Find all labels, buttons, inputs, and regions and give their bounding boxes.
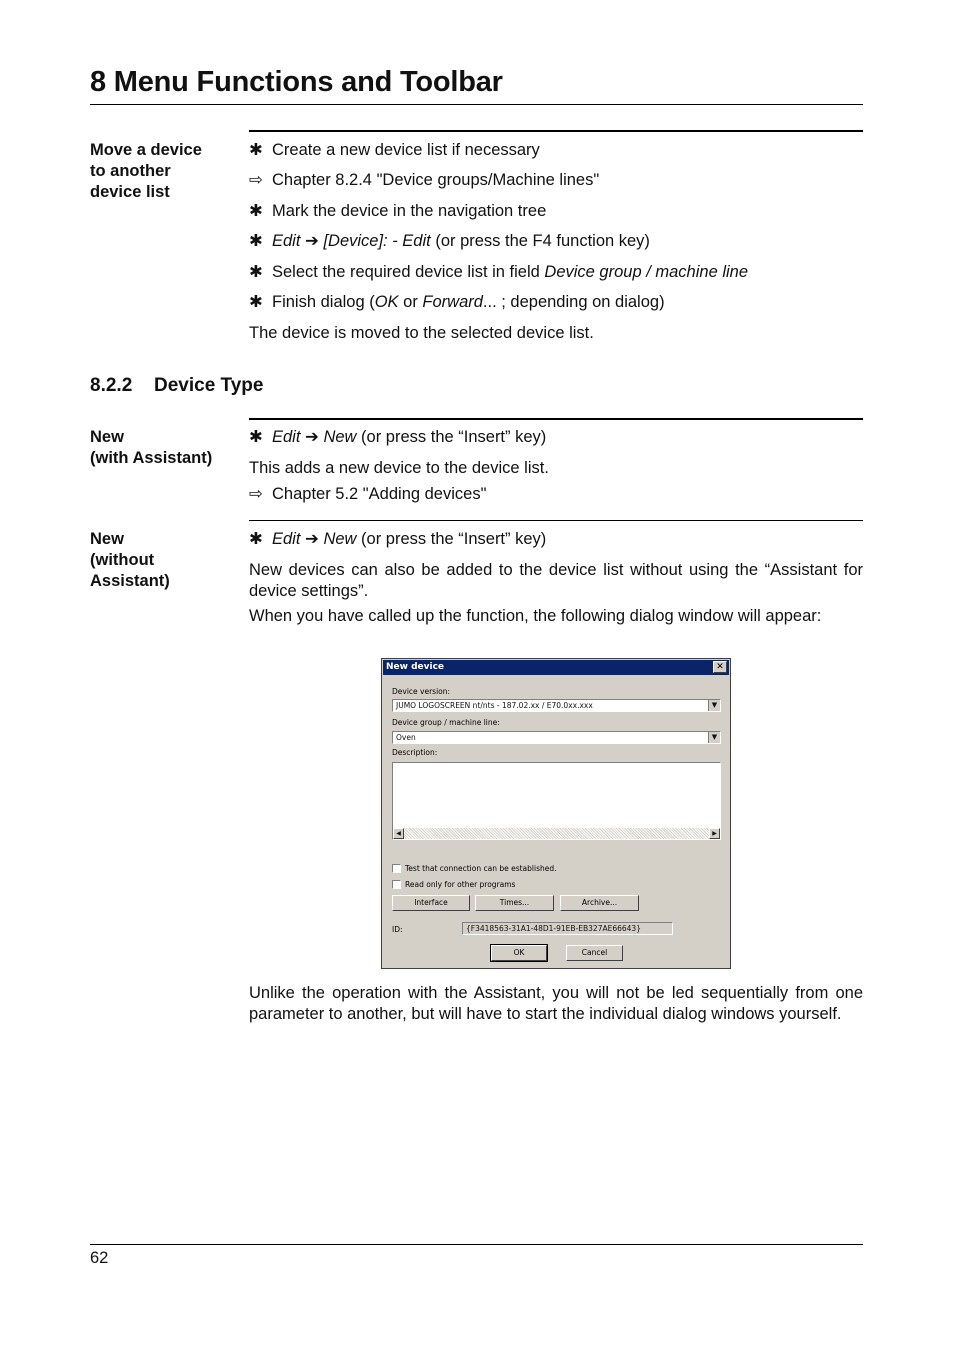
field-name: Device group / machine line [544, 263, 749, 281]
dialog-title: New device [386, 662, 445, 672]
step-text: Select the required device list in field [272, 263, 545, 281]
step-text: or [398, 293, 423, 311]
section-number: 8.2.2 [90, 375, 133, 396]
menu-arrow-icon: ➔ [305, 530, 319, 548]
page-number: 62 [90, 1249, 109, 1267]
device-version-value: JUMO LOGOSCREEN nt/nts - 187.02.xx / E70.0xx.xxx [396, 701, 593, 710]
archive-button[interactable]: Archive... [560, 895, 639, 911]
id-label: ID: [392, 925, 403, 934]
step-edit-new [249, 529, 863, 550]
side-label-line: New [90, 530, 124, 548]
chevron-down-icon[interactable]: ▼ [708, 732, 720, 743]
link-text[interactable]: Chapter 8.2.4 "Device groups/Machine lines" [272, 171, 600, 189]
paragraph: New devices can also be added to the device list without using the “Assistant for device settings”. [249, 561, 863, 600]
side-label-line: Assistant) [90, 572, 170, 590]
side-label-move-device [90, 140, 240, 203]
device-group-select[interactable] [392, 731, 721, 744]
section-rule [249, 418, 863, 420]
side-label-line: to another [90, 162, 171, 180]
step-edit-device [249, 231, 863, 252]
chapter-title: 8 Menu Functions and Toolbar [90, 66, 503, 98]
step-text: (or press the F4 function key) [430, 232, 650, 250]
menu-edit: Edit [272, 428, 301, 446]
scroll-left-icon[interactable]: ◀ [393, 828, 404, 839]
footer-rule [90, 1244, 863, 1245]
asterisk-icon: ✱ [249, 293, 263, 311]
id-field: {F3418563-31A1-48D1-91EB-EB327AE66643} [462, 922, 673, 935]
read-only-checkbox[interactable] [392, 880, 401, 889]
description-textarea[interactable] [392, 762, 721, 840]
section-rule [249, 130, 863, 132]
section-heading [90, 375, 263, 397]
step-text: Finish dialog ( [272, 293, 375, 311]
step-mark-device [249, 201, 863, 222]
chapter-link-device-groups[interactable] [249, 170, 863, 191]
chevron-down-icon[interactable]: ▼ [708, 700, 720, 711]
asterisk-icon: ✱ [249, 232, 263, 250]
section-title: Device Type [154, 375, 264, 396]
side-label-line: (without [90, 551, 155, 569]
asterisk-icon: ✱ [249, 141, 263, 159]
device-version-select[interactable] [392, 699, 721, 712]
side-label-new-with [90, 427, 245, 469]
times-button[interactable]: Times... [475, 895, 554, 911]
menu-arrow-icon: ➔ [305, 232, 319, 250]
step-text: ... ; depending on dialog) [482, 293, 665, 311]
section-rule [249, 520, 863, 521]
close-icon[interactable]: ✕ [713, 661, 727, 673]
info-text: This adds a new device to the device list. [249, 459, 549, 477]
device-group-value: Oven [396, 733, 416, 742]
cancel-button[interactable]: Cancel [566, 945, 623, 961]
menu-new: New [323, 530, 357, 548]
step-text: (or press the “Insert” key) [356, 428, 547, 446]
step-edit-new [249, 427, 863, 448]
step-create-list [249, 140, 863, 161]
paragraph: Unlike the operation with the Assistant, you will not be led sequentially from one parameter to another, but will have to start the individual dialog windows yourself. [249, 984, 863, 1023]
ok-button[interactable]: OK [491, 945, 547, 961]
link-text[interactable]: Chapter 5.2 "Adding devices" [272, 485, 487, 503]
description-label: Description: [392, 748, 438, 757]
ok-term: OK [374, 293, 399, 311]
side-label-line: (with Assistant) [90, 449, 213, 467]
forward-term: Forward [422, 293, 483, 311]
menu-edit: Edit [272, 530, 301, 548]
dialog-title-bar [383, 660, 729, 675]
arrow-right-icon: ⇨ [249, 485, 263, 503]
test-connection-label: Test that connection can be established. [405, 864, 557, 873]
scroll-right-icon[interactable]: ▶ [709, 828, 720, 839]
asterisk-icon: ✱ [249, 530, 263, 548]
arrow-right-icon: ⇨ [249, 171, 263, 189]
step-finish-dialog [249, 292, 863, 313]
chapter-link-adding-devices[interactable] [249, 484, 863, 505]
test-connection-checkbox[interactable] [392, 864, 401, 873]
device-version-label: Device version: [392, 687, 451, 696]
side-label-line: device list [90, 183, 170, 201]
new-device-dialog [381, 658, 731, 969]
step-text: Create a new device list if necessary [272, 141, 540, 159]
side-label-new-without [90, 529, 240, 592]
interface-button[interactable]: Interface [392, 895, 470, 911]
step-text: Mark the device in the navigation tree [272, 202, 547, 220]
side-label-line: Move a device [90, 141, 202, 159]
asterisk-icon: ✱ [249, 202, 263, 220]
header-rule [90, 104, 863, 105]
side-label-line: New [90, 428, 124, 446]
menu-arrow-icon: ➔ [305, 428, 319, 446]
horizontal-scrollbar[interactable] [393, 828, 720, 839]
step-text: (or press the “Insert” key) [356, 530, 547, 548]
result-text: The device is moved to the selected device list. [249, 324, 594, 342]
read-only-label: Read only for other programs [405, 880, 516, 889]
asterisk-icon: ✱ [249, 428, 263, 446]
paragraph: When you have called up the function, the following dialog window will appear: [249, 607, 822, 625]
device-group-label: Device group / machine line: [392, 718, 500, 727]
asterisk-icon: ✱ [249, 263, 263, 281]
menu-new: New [323, 428, 357, 446]
menu-device-edit: [Device]: - Edit [323, 232, 431, 250]
step-select-list [249, 262, 863, 283]
menu-edit: Edit [272, 232, 301, 250]
